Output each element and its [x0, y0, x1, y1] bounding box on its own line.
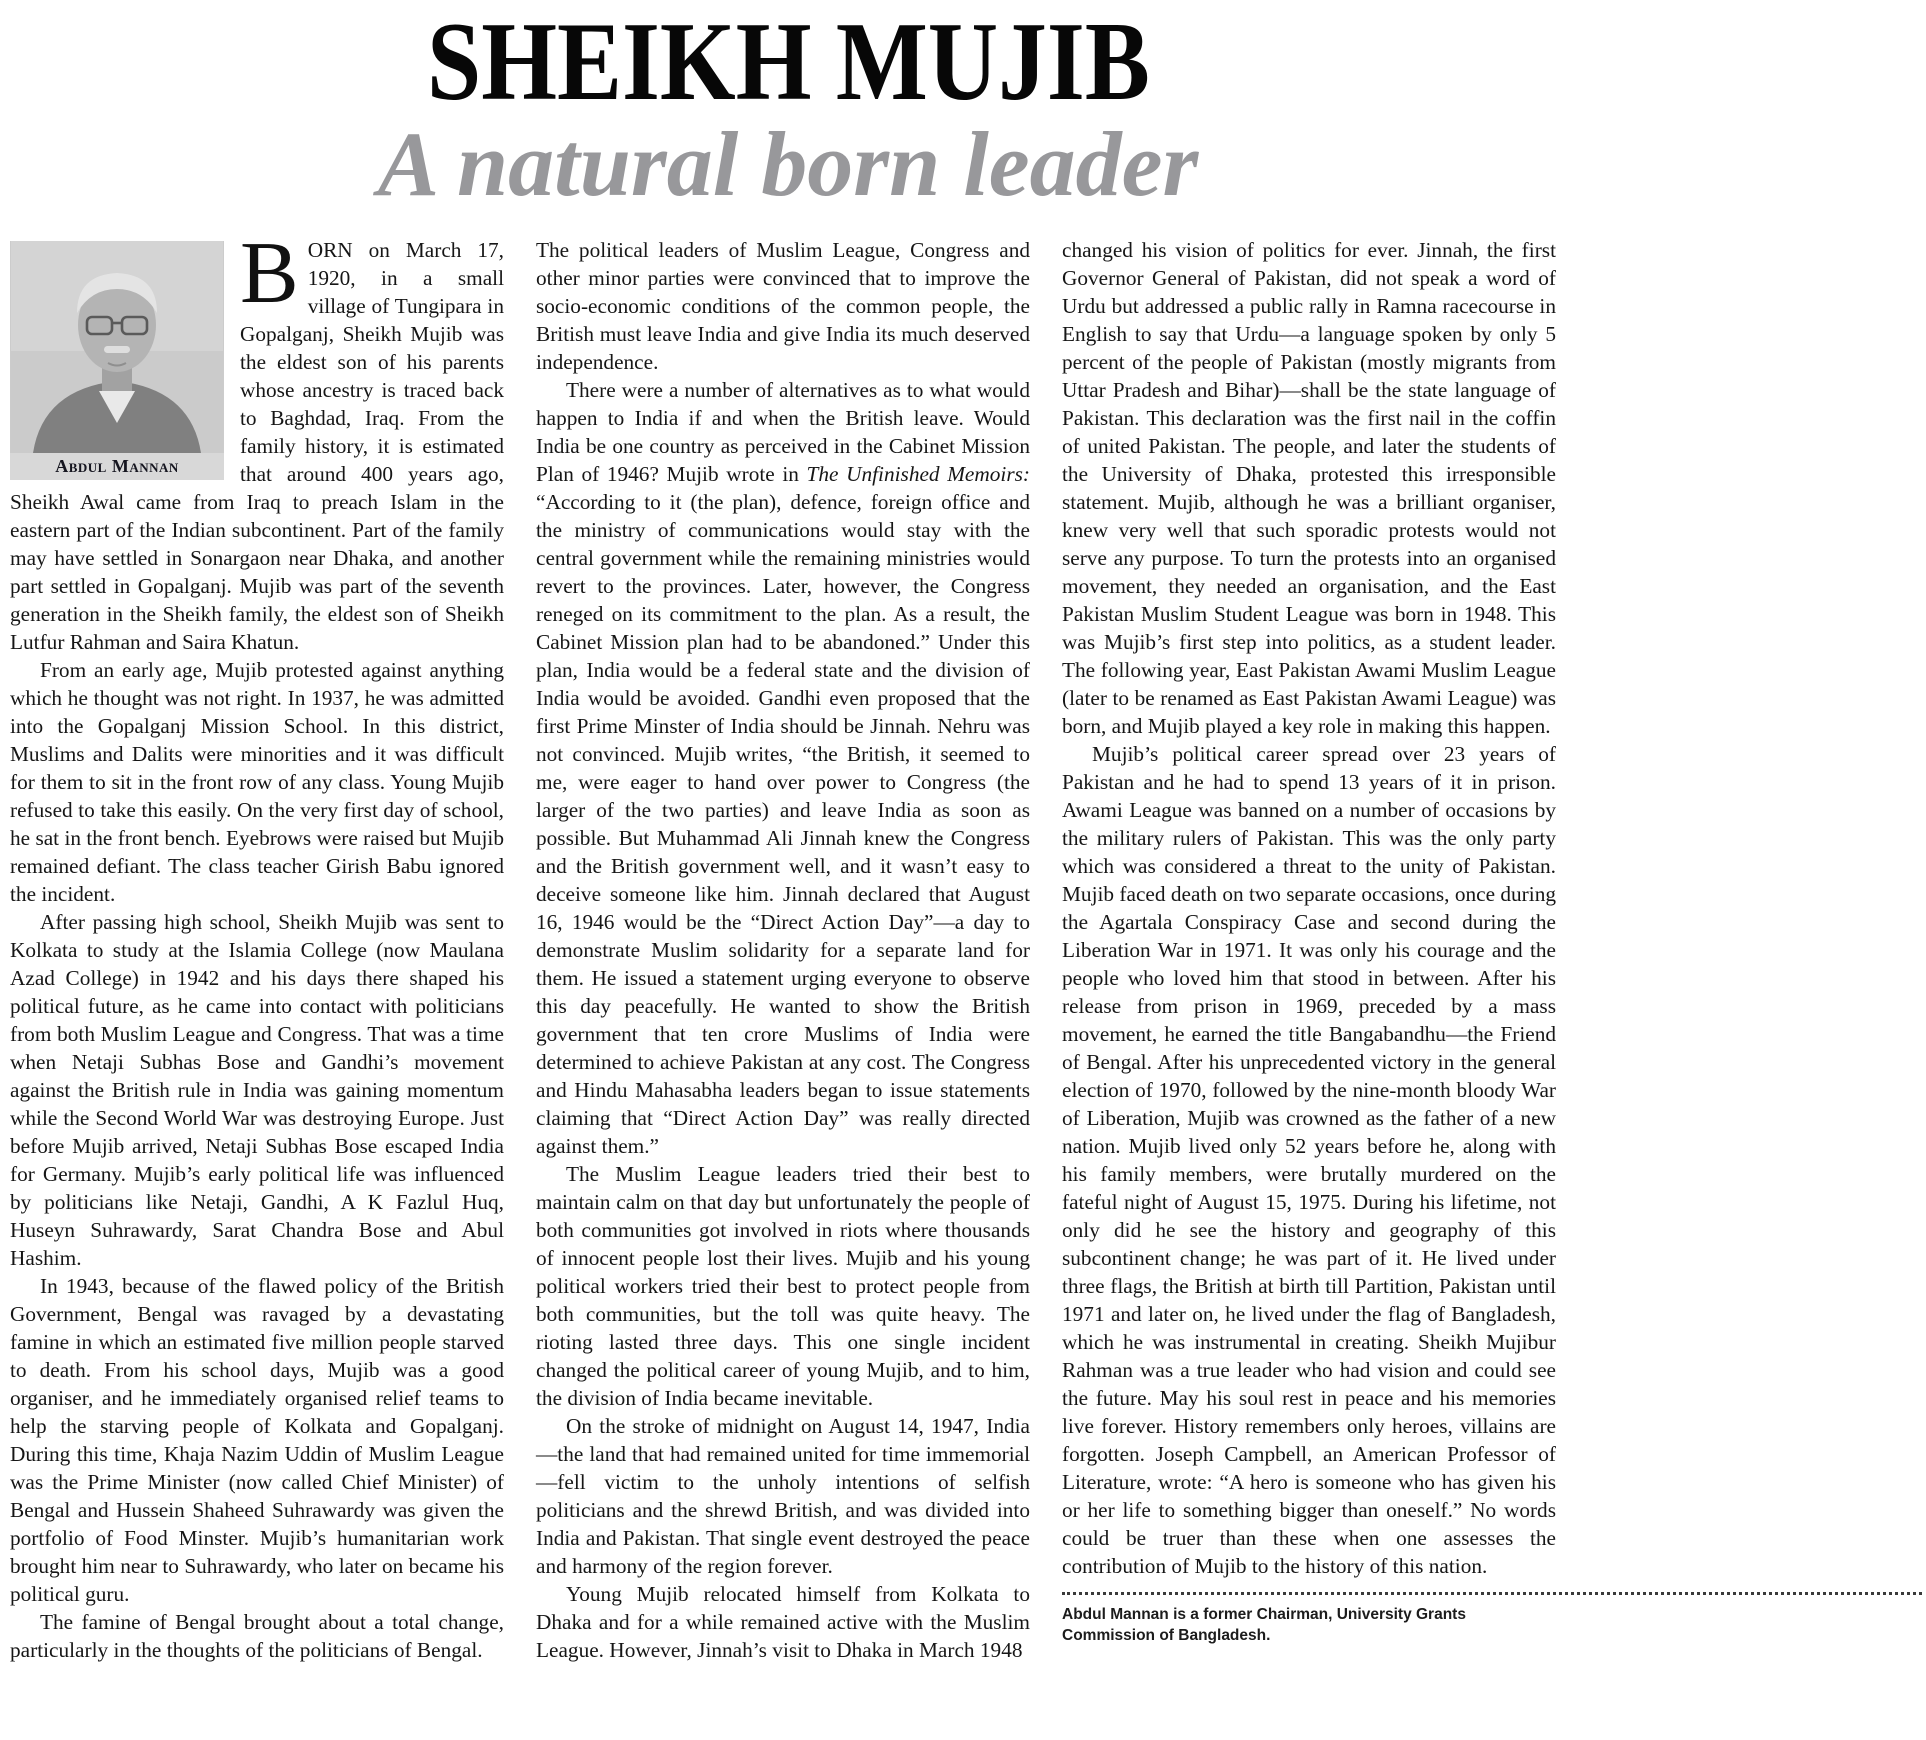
body-text: The famine of Bengal brought about a total change, particularly in the thoughts of the politicians of Bengal.: [10, 1609, 504, 1662]
body-text: On the stroke of midnight on August 14, 1947, India—the land that had remained united for time immemorial—fell victim to the unholy intentions of selfish politicians and the shrewd British, and was divided into India and Pakistan. That single event destroyed the peace and harmony of the region forever.: [536, 1413, 1030, 1578]
body-text: There were a number of alternatives as to what would happen to India if and when the British leave. Would India be one country as perceived in the Cabinet Mission Plan of 1946? Mujib wrote in: [536, 377, 1030, 486]
body-text: Young Mujib relocated himself from Kolkata to Dhaka and for a while remained active with the Muslim League. However, Jinnah’s visit to Dhaka in March 1948: [536, 1581, 1030, 1662]
body-text: From an early age, Mujib protested against anything which he thought was not right. In 1937, he was admitted into the Gopalganj Mission School. In this district, Muslims and Dalits were minorities and it was difficult for them to sit in the front row of any class. Young Mujib refused to take this easily. On the very first day of school, he sat in the front bench. Eyebrows were raised but Mujib remained defiant. The class teacher Girish Babu ignored the incident.: [10, 657, 504, 906]
article-title: SHEIKH MUJIB: [426, 0, 1150, 124]
column-3: [1062, 236, 1556, 1664]
paragraph: [1062, 740, 1556, 1580]
portrait-illustration: [10, 241, 224, 453]
body-text: In 1943, because of the flawed policy of the British Government, Bengal was ravaged by a devastating famine in which an estimated five million people starved to death. From his school days, Mujib was a good organiser, and he immediately organised relief teams to help the starving people of Kolkata and Gopalganj. During this time, Khaja Nazim Uddin of Muslim League was the Prime Minister (now called Chief Minister) of Bengal and Hussein Shaheed Suhrawardy was given the portfolio of Food Minster. Mujib’s humanitarian work brought him near to Suhrawardy, who later on became his political guru.: [10, 1273, 504, 1606]
body-text: The Muslim League leaders tried their best to maintain calm on that day but unfortunately the people of both communities got involved in riots where thousands of innocent people lost their lives. Mujib and his young political workers tried their best to protect people from both communities, but the toll was quite heavy. The rioting lasted three days. This one single incident changed the political career of young Mujib, and to him, the division of India became inevitable.: [536, 1161, 1030, 1410]
body-text: “According to it (the plan), defence, foreign office and the ministry of communications would stay with the central government while the remaining ministries would revert to the provinces. Later, however, the Congress reneged on its commitment to the plan. As a result, the Cabinet Mission plan had to be abandoned.” Under this plan, India would be a federal state and the division of India would be avoided. Gandhi even proposed that the first Prime Minster of India should be Jinnah. Nehru was not convinced. Mujib writes, “the British, it seemed to me, were eager to hand over power to Congress (the larger of the two parties) and leave India as soon as possible. But Muhammad Ali Jinnah knew the Congress and the British government well, and it wasn’t easy to deceive someone like him. Jinnah declared that August 16, 1946 would be the “Direct Action Day”—a day to demonstrate Muslim solidarity for a separate land for them. He issued a statement urging everyone to observe this day peacefully. He wanted to show the British government that ten crore Muslims of India were determined to achieve Pakistan at any cost. The Congress and Hindu Mahasabha leaders began to issue statements claiming that “Direct Action Day” was really directed against them.”: [536, 489, 1030, 1158]
article-subtitle: A natural born leader: [377, 113, 1199, 215]
paragraph: [536, 1412, 1030, 1580]
paragraph: [536, 376, 1030, 1160]
paragraph: [10, 656, 504, 908]
article-body: [10, 224, 1566, 1664]
paragraph: [10, 908, 504, 1272]
paragraph: [536, 236, 1030, 376]
title-line: [10, 0, 1566, 124]
column-2: [536, 236, 1030, 1664]
body-text: ORN on March 17, 1920, in a small village of Tungipara in Gopalganj, Sheikh Mujib was the eldest son of his parents whose ancestry is traced back to Baghdad, Iraq. From the family history, it is estimated that around 400 years ago, Sheikh Awal came from Iraq to preach Islam in the eastern part of the Indian subcontinent. Part of the family may have settled in Sonargaon near Dhaka, and another part settled in Gopalganj. Mujib was part of the seventh generation in the Sheikh family, the eldest son of Sheikh Lutfur Rahman and Saira Khatun.: [10, 237, 504, 654]
author-photo: [10, 241, 224, 480]
divider-dotted: [1062, 1592, 1922, 1595]
portrait-image: [10, 241, 224, 453]
paragraph: [1062, 236, 1556, 740]
paragraph: [10, 1272, 504, 1608]
paragraph: [536, 1580, 1030, 1664]
paragraph: [10, 1608, 504, 1664]
author-bio: Abdul Mannan is a former Chairman, University Grants Commission of Bangladesh.: [1062, 1605, 1466, 1644]
masthead: [10, 0, 1566, 215]
italic-text: The Unfinished Memoirs:: [806, 461, 1030, 486]
paragraph: [536, 1160, 1030, 1412]
body-text: changed his vision of politics for ever. Jinnah, the first Governor General of Pakistan, did not speak a word of Urdu but addressed a public rally in Ramna racecourse in English to say that Urdu—a language spoken by only 5 percent of the people of Pakistan (mostly migrants from Uttar Pradesh and Bihar)—shall be the state language of Pakistan. This declaration was the first nail in the coffin of united Pakistan. The people, and later the students of the University of Dhaka, protested this irresponsible statement. Mujib, although he was a brilliant organiser, knew very well that such sporadic protests would not serve any purpose. To turn the protests into an organised movement, they needed an organisation, and the East Pakistan Muslim Student League was born in 1948. This was Mujib’s first step into politics, as a student leader. The following year, East Pakistan Awami Muslim League (later to be renamed as East Pakistan Awami League) was born, and Mujib played a key role in making this happen.: [1062, 237, 1556, 738]
drop-cap: B: [240, 224, 299, 322]
photo-caption: Abdul Mannan: [10, 453, 224, 480]
body-text: The political leaders of Muslim League, Congress and other minor parties were convinced that to improve the socio-economic conditions of the common people, the British must leave India and give India its much deserved independence.: [536, 237, 1030, 374]
body-text: After passing high school, Sheikh Mujib was sent to Kolkata to study at the Islamia College (now Maulana Azad College) in 1942 and his days there shaped his political future, as he came into contact with politicians from both Muslim League and Congress. That was a time when Netaji Subhas Bose and Gandhi’s movement against the British rule in India was gaining momentum while the Second World War was destroying Europe. Just before Mujib arrived, Netaji Subhas Bose escaped India for Germany. Mujib’s early political life was influenced by politicians like Netaji, Gandhi, A K Fazlul Huq, Huseyn Suhrawardy, Sarat Chandra Bose and Abul Hashim.: [10, 909, 504, 1270]
column-1: [10, 224, 504, 1664]
body-text: Mujib’s political career spread over 23 years of Pakistan and he had to spend 13 years of it in prison. Awami League was banned on a number of occasions by the military rulers of Pakistan. This was the only party which was considered a threat to the unity of Pakistan. Mujib faced death on two separate occasions, once during the Agartala Conspiracy Case and second during the Liberation War in 1971. It was only his courage and the people who loved him that stood in between. After his release from prison in 1969, preceded by a mass movement, he earned the title Bangabandhu—the Friend of Bengal. After his unprecedented victory in the general election of 1970, followed by the nine-month bloody War of Liberation, Mujib was crowned as the father of a new nation. Mujib lived only 52 years before he, along with his family members, were brutally murdered on the fateful night of August 15, 1975. During his lifetime, not only did he see the history and geography of this subcontinent change; he was part of it. He lived under three flags, the British at birth till Partition, Pakistan until 1971 and later on, he lived under the flag of Bangladesh, which he was instrumental in creating. Sheikh Mujibur Rahman was a true leader who had vision and could see the future. May his soul rest in peace and his memories live forever. History remembers only heroes, villains are forgotten. Joseph Campbell, an American Professor of Literature, wrote: “A hero is someone who has given his or her life to something bigger than oneself.” No words could be truer than these when one assesses the contribution of Mujib to the history of this nation.: [1062, 741, 1556, 1578]
